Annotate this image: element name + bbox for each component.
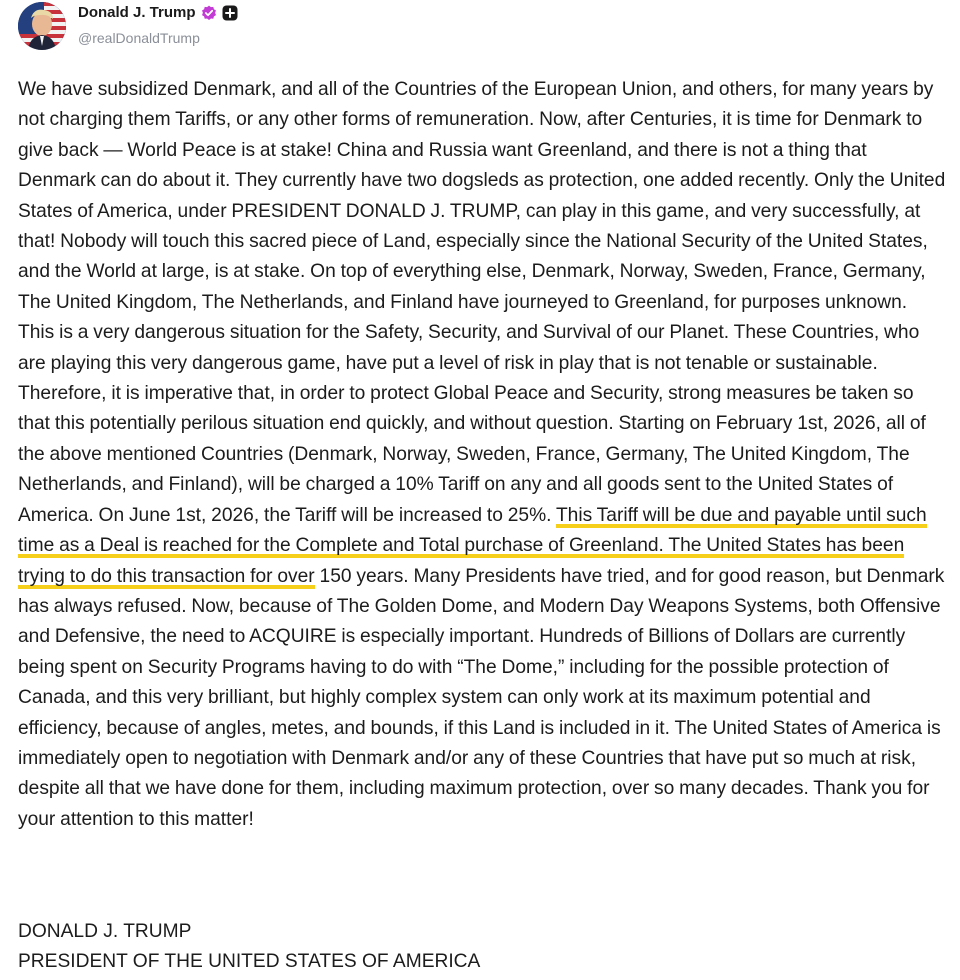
name-row [78,4,238,21]
user-handle[interactable]: @realDonaldTrump [78,30,200,46]
signature-name: DONALD J. TRUMP [18,921,192,942]
post-text-part-2: 150 years. Many Presidents have tried, and for good reason, but Denmark has always refused. Now, because of The Golden Dome, and Modern Day Weapons Systems, both Offensive and Defensive, the need to ACQUIRE is especially important. Hundreds of Billions of Dollars are currently being spent on Security Programs having to do with “The Dome,” including for the possible protection of Canada, and this very brilliant, but highly complex system can only work at its maximum potential and efficiency, because of angles, metes, and bounds, if this Land is included in it. The United States of America is immediately open to negotiation with Denmark and/or any of these Countries that have put so much at risk, despite all that we have done for them, including maximum protection, over so many decades. Thank you for your attention to this matter! [18,565,945,830]
avatar[interactable] [18,2,66,50]
avatar-photo-icon [18,2,66,50]
highlighted-text: This Tariff will be due and payable until such time as a Deal is reached for the Complete and Total purchase of Greenland. The United States has been trying to do this transaction for over [18,504,927,587]
verified-badge-icon [201,5,217,21]
post-text-part-1: We have subsidized Denmark, and all of the Countries of the European Union, and others, for many years by not charging them Tariffs, or any other forms of remuneration. Now, after Centuries, it is time for Denmark to give back — World Peace is at stake! China and Russia want Greenland, and there is not a thing that Denmark can do about it. They currently have two dogsleds as protection, one added recently. Only the United States of America, under PRESIDENT DONALD J. TRUMP, can play in this game, and very successfully, at that! Nobody will touch this sacred piece of Land, especially since the National Security of the United States, and the World at large, is at stake. On top of everything else, Denmark, Norway, Sweden, France, Germany, The United Kingdom, The Netherlands, and Finland have journeyed to Greenland, for purposes unknown. This is a very dangerous situation for the Safety, Security, and Survival of our Planet. These Countries, who are playing this very dangerous game, have put a level of risk in play that is not tenable or sustainable. Therefore, it is imperative that, in order to protect Global Peace and Security, strong measures be taken so that this potentially perilous situation end quickly, and without question. Starting on February 1st, 2026, all of the above mentioned Countries (Denmark, Norway, Sweden, France, Germany, The United Kingdom, The Netherlands, and Finland), will be charged a 10% Tariff on any and all goods sent to the United States of America. On June 1st, 2026, the Tariff will be increased to 25%. [18,79,946,526]
post-body [18,75,946,835]
plus-icon [222,5,238,21]
display-name[interactable]: Donald J. Trump [78,4,196,21]
signature-title: PRESIDENT OF THE UNITED STATES OF AMERICA [18,951,481,973]
post-header [18,0,718,54]
signature-block [18,917,480,978]
post-text [18,75,946,835]
